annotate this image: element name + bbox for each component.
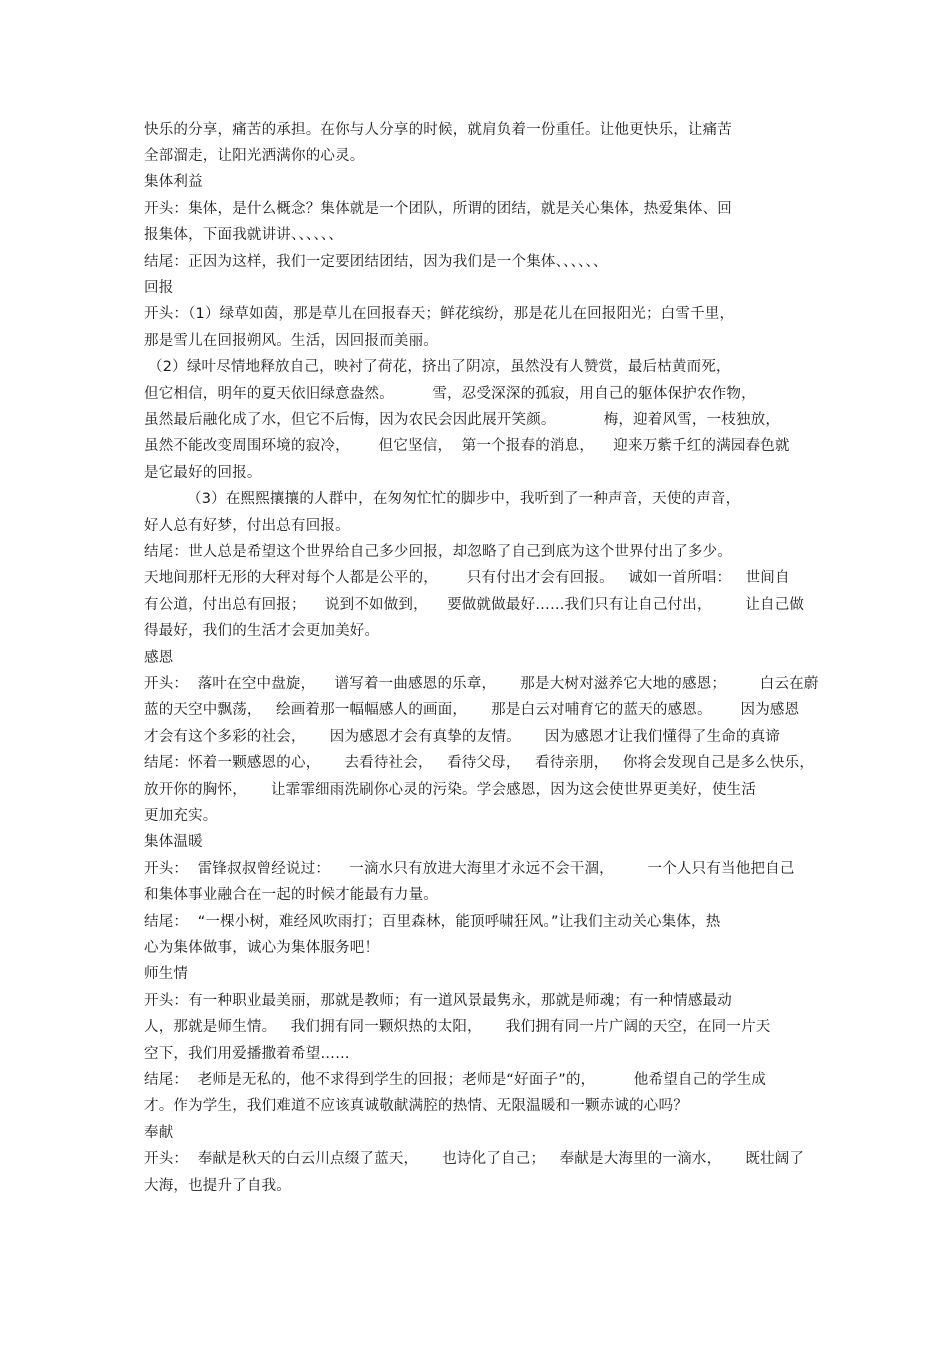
text-line: 结尾： 老师是无私的，他不求得到学生的回报；老师是“好面子”的， 他希望自己的学生成 [144, 1072, 767, 1088]
text-line: 更加充实。 [144, 808, 218, 824]
text-line: 大海，也提升了自我。 [144, 1178, 291, 1194]
text-line: 才。作为学生，我们难道不应该真诚敬献满腔的热情、无限温暖和一颗赤诚的心吗？ [144, 1098, 688, 1114]
text-line: 开头： 落叶在空中盘旋， 谱写着一曲感恩的乐章， 那是大树对滋养它大地的感恩； 白云在蔚 [144, 676, 819, 692]
text-line: 空下，我们用爱播撒着希望…… [144, 1046, 350, 1062]
text-line: 但它相信，明年的夏天依旧绿意盎然。 雪，忍受深深的孤寂，用自己的躯体保护农作物， [144, 386, 756, 402]
text-line: 开头： 雷锋叔叔曾经说过： 一滴水只有放进大海里才永远不会干涸， 一个人只有当他把自己 [144, 861, 795, 877]
section-heading: 回报 [144, 280, 174, 296]
section-heading: 集体温暖 [144, 834, 203, 850]
text-line: 结尾：正因为这样，我们一定要团结团结，因为我们是一个集体、、、、、、 [144, 254, 608, 270]
text-line: 得最好，我们的生活才会更加美好。 [144, 623, 380, 639]
text-line: 才会有这个多彩的社会， 因为感恩才会有真挚的友情。 因为感恩才让我们懂得了生命的真谛 [144, 729, 781, 745]
text-line: 结尾： “一棵小树，难经风吹雨打；百里森林，能顶呼啸狂风。”让我们主动关心集体，热 [144, 914, 721, 930]
text-line: 快乐的分享，痛苦的承担。在你与人分享的时候，就肩负着一份重任。让他更快乐，让痛苦 [144, 122, 732, 138]
text-line: 天地间那杆无形的大秤对每个人都是公平的， 只有付出才会有回报。 诚如一首所唱： 世间自 [144, 570, 790, 586]
section-heading: 集体利益 [144, 174, 203, 190]
text-line: 结尾：怀着一颗感恩的心， 去看待社会， 看待父母， 看待亲朋， 你将会发现自己是多么快乐， [144, 755, 815, 771]
text-line: 好人总有好梦，付出总有回报。 [144, 518, 350, 534]
text-line: 虽然最后融化成了水，但它不后悔，因为农民会因此展开笑颜。 梅，迎着风雪，一枝独放， [144, 412, 781, 428]
text-line: 人，那就是师生情。 我们拥有同一颗炽热的太阳， 我们拥有同一片广阔的天空，在同一片天 [144, 1019, 771, 1035]
text-line: 放开你的胸怀， 让霏霏细雨洗刷你心灵的污染。学会感恩，因为这会使世界更美好，使生活 [144, 782, 757, 798]
text-line: 全部溜走，让阳光洒满你的心灵。 [144, 148, 365, 164]
text-line: 报集体，下面我就讲讲、、、、、、 [144, 227, 343, 243]
text-line: （3）在熙熙攘攘的人群中，在匆匆忙忙的脚步中，我听到了一种声音，天使的声音， [187, 491, 741, 507]
text-line: （2）绿叶尽情地释放自己，映衬了荷花，挤出了阴凉，虽然没有人赞赏，最后枯黄而死， [148, 359, 731, 375]
text-line: 结尾：世人总是希望这个世界给自己多少回报，却忽略了自己到底为这个世界付出了多少。 [144, 544, 732, 560]
text-line: 和集体事业融合在一起的时候才能最有力量。 [144, 887, 438, 903]
text-line: 那是雪儿在回报朔风。生活，因回报而美丽。 [144, 333, 438, 349]
text-line: 蓝的天空中飘荡， 绘画着那一幅幅感人的画面， 那是白云对哺育它的蓝天的感恩。 因为感恩 [144, 702, 800, 718]
text-line: 有公道，付出总有回报； 说到不如做到， 要做就做最好……我们只有让自己付出， 让自己做 [144, 597, 805, 613]
section-heading: 师生情 [144, 966, 189, 982]
text-line: 是它最好的回报。 [144, 465, 262, 481]
text-line: 虽然不能改变周围环境的寂冷， 但它坚信， 第一个报春的消息， 迎来万紫千红的满园春色就 [144, 438, 790, 454]
text-line: 开头：（1）绿草如茵，那是草儿在回报春天；鲜花缤纷，那是花儿在回报阳光；白雪千里， [144, 306, 735, 322]
section-heading: 奉献 [144, 1125, 174, 1141]
text-line: 心为集体做事，诚心为集体服务吧！ [144, 940, 380, 956]
section-heading: 感恩 [144, 650, 174, 666]
text-line: 开头： 奉献是秋天的白云川点缀了蓝天， 也诗化了自己； 奉献是大海里的一滴水， 既壮阔了 [144, 1151, 805, 1167]
text-line: 开头：有一种职业最美丽，那就是教师；有一道风景最隽永，那就是师魂；有一种情感最动 [144, 993, 732, 1009]
text-line: 开头：集体，是什么概念？集体就是一个团队，所谓的团结，就是关心集体，热爱集体、回 [144, 201, 732, 217]
